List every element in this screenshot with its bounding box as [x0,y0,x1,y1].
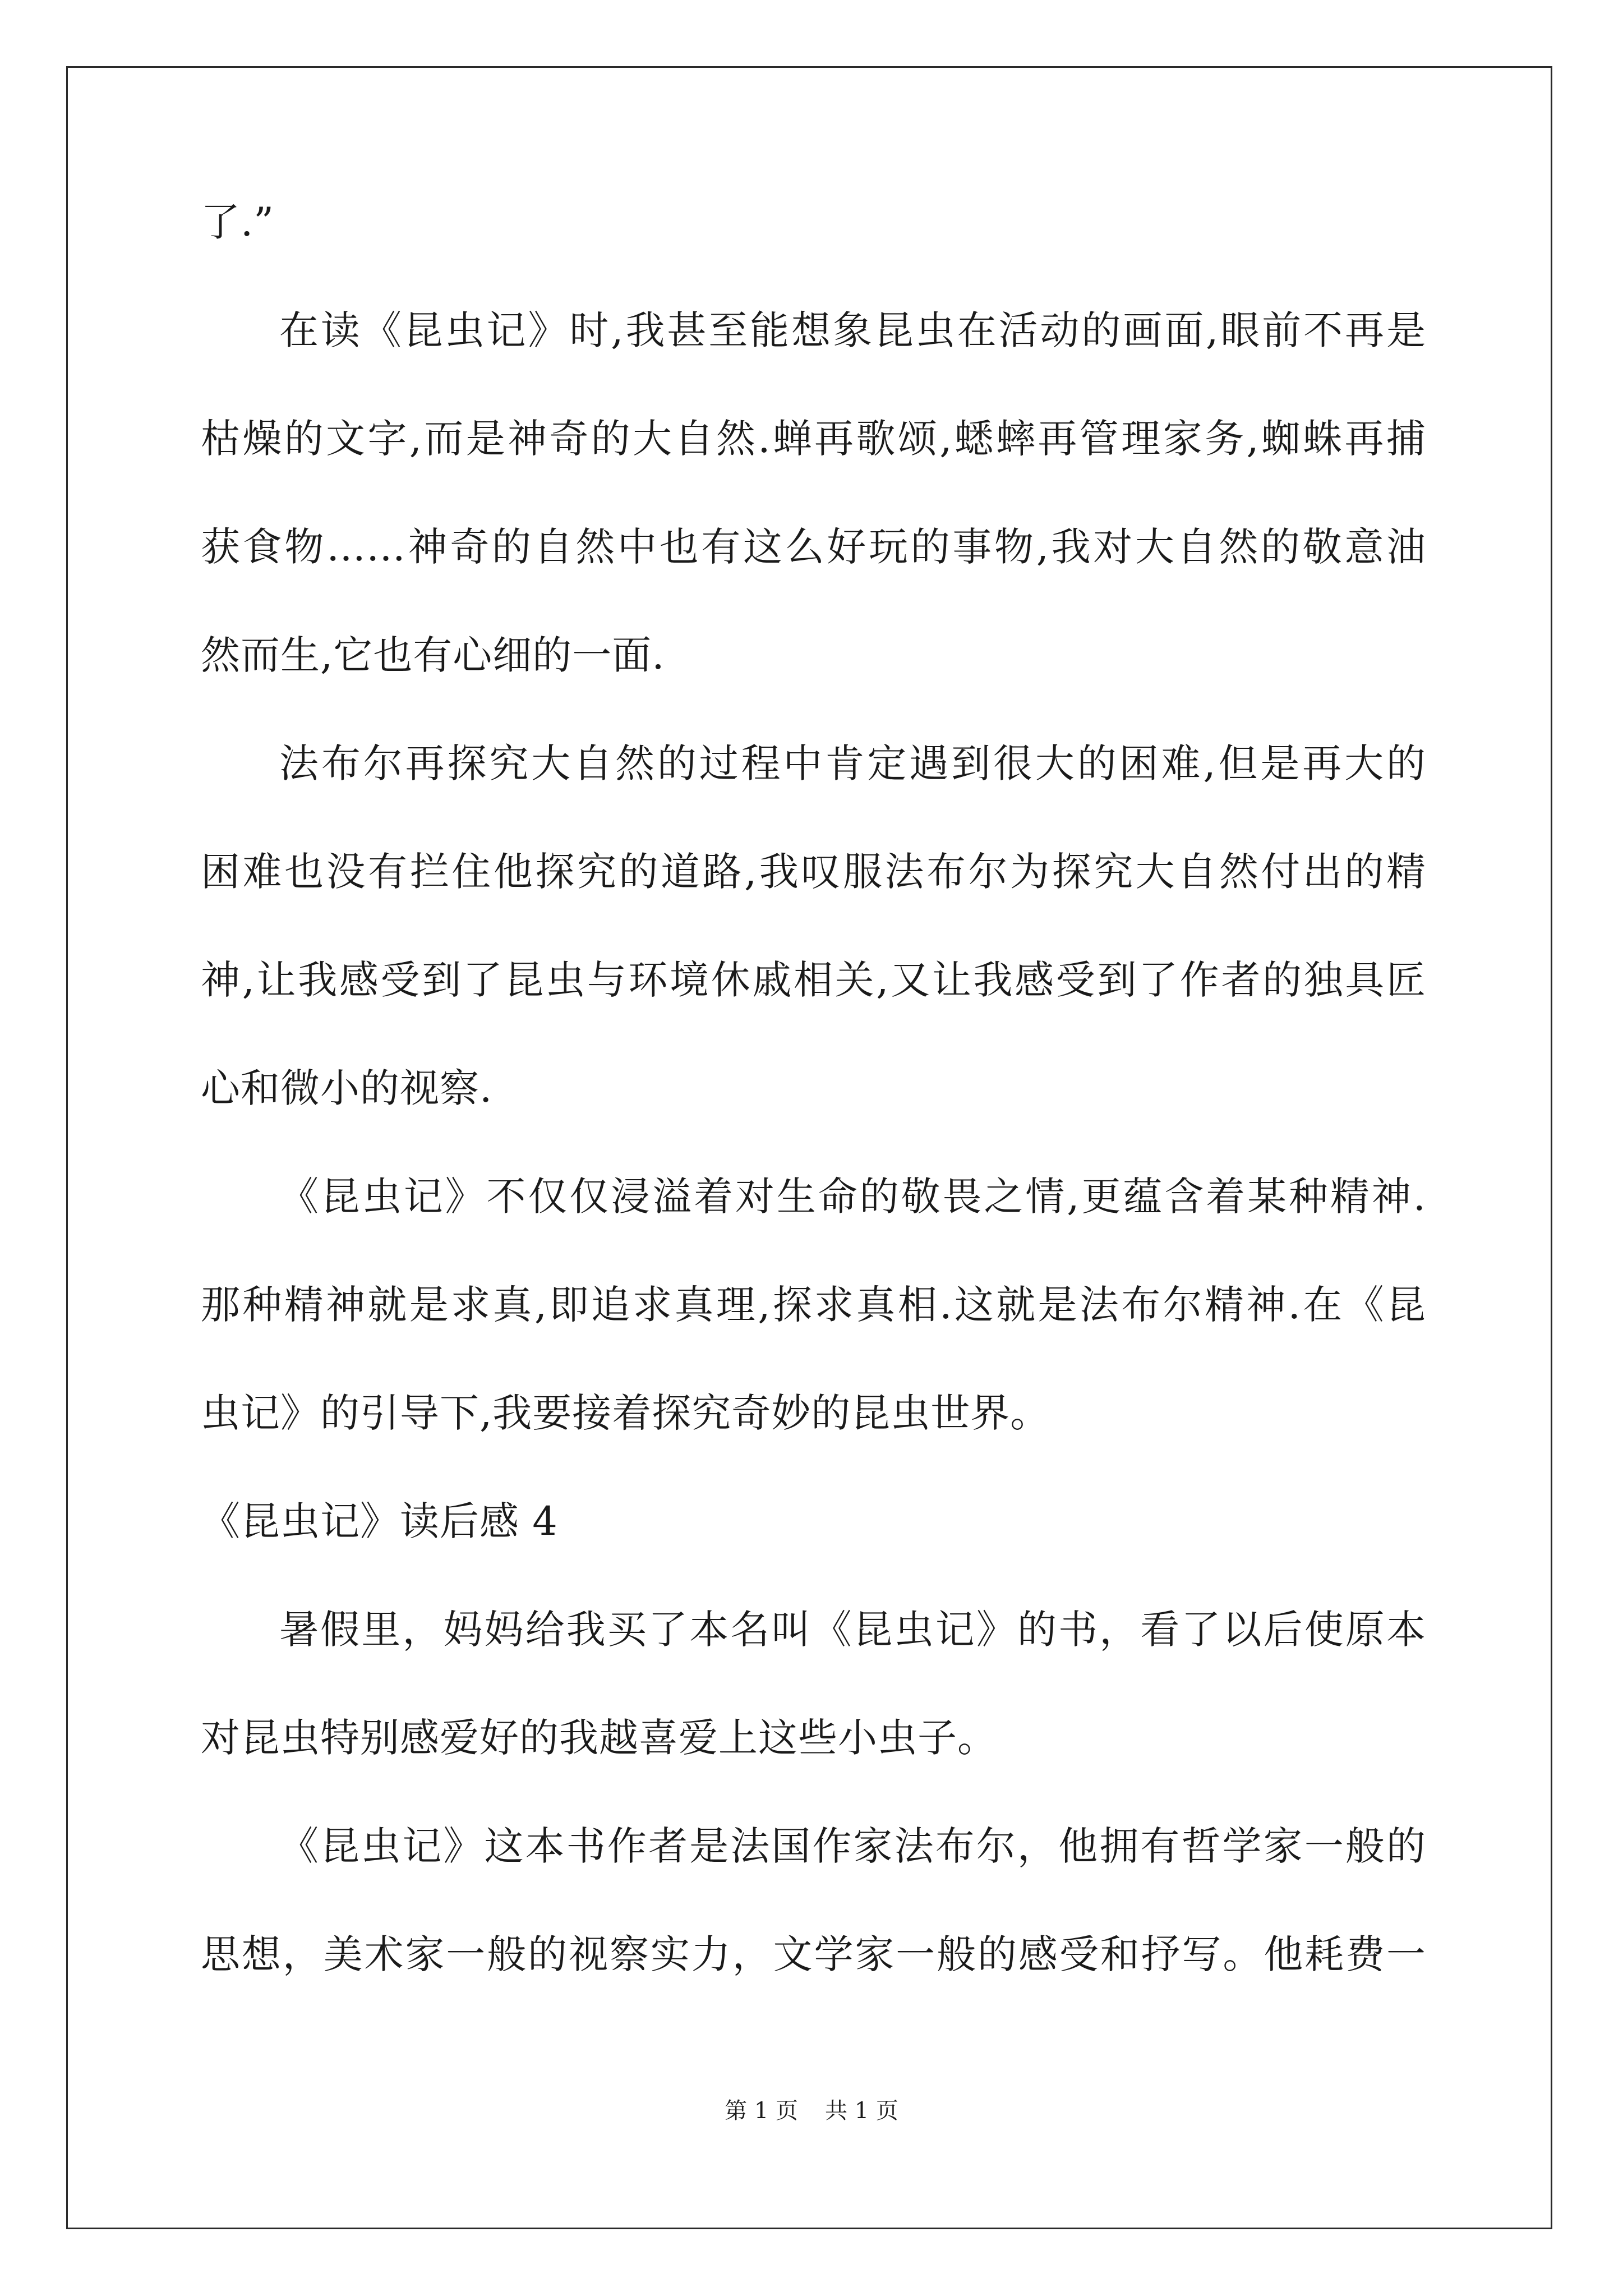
paragraph-line: 虫记》的引导下,我要接着探究奇妙的昆虫世界。 [201,1390,1050,1436]
paragraph-line: 困难也没有拦住他探究的道路,我叹服法布尔为探究大自然付出的精 [201,849,1426,895]
paragraph-line: 《昆虫记》这本书作者是法国作家法布尔，他拥有哲学家一般的 [279,1823,1426,1869]
paragraph-line: 心和微小的视察. [201,1065,493,1111]
page-border [66,66,1552,2229]
paragraph-line: 然而生,它也有心细的一面. [201,632,665,678]
paragraph-line: 《昆虫记》不仅仅浸溢着对生命的敬畏之情,更蕴含着某种精神. [279,1174,1426,1220]
page-number: 第 1 页 [725,2098,798,2124]
paragraph-line: 暑假里，妈妈给我买了本名叫《昆虫记》的书，看了以后使原本 [279,1607,1426,1653]
paragraph-line: 思想，美术家一般的视察实力，文学家一般的感受和抒写。他耗费一 [201,1931,1426,1977]
paragraph-line: 在读《昆虫记》时,我甚至能想象昆虫在活动的画面,眼前不再是 [279,307,1426,353]
paragraph-line: 神,让我感受到了昆虫与环境休戚相关,又让我感受到了作者的独具匠 [201,957,1426,1003]
text-line: 了.” [201,199,275,245]
paragraph-line: 获食物……神奇的自然中也有这么好玩的事物,我对大自然的敬意油 [201,524,1426,570]
paragraph-line: 法布尔再探究大自然的过程中肯定遇到很大的困难,但是再大的 [279,740,1426,786]
page-total: 共 1 页 [825,2098,898,2124]
section-heading: 《昆虫记》读后感 4 [201,1498,558,1544]
paragraph-line: 那种精神就是求真,即追求真理,探求真相.这就是法布尔精神.在《昆 [201,1282,1426,1328]
paragraph-line: 对昆虫特别感爱好的我越喜爱上这些小虫子。 [201,1715,997,1761]
paragraph-line: 枯燥的文字,而是神奇的大自然.蝉再歌颂,蟋蟀再管理家务,蜘蛛再捕 [201,416,1426,462]
page-footer [0,2095,1623,2127]
